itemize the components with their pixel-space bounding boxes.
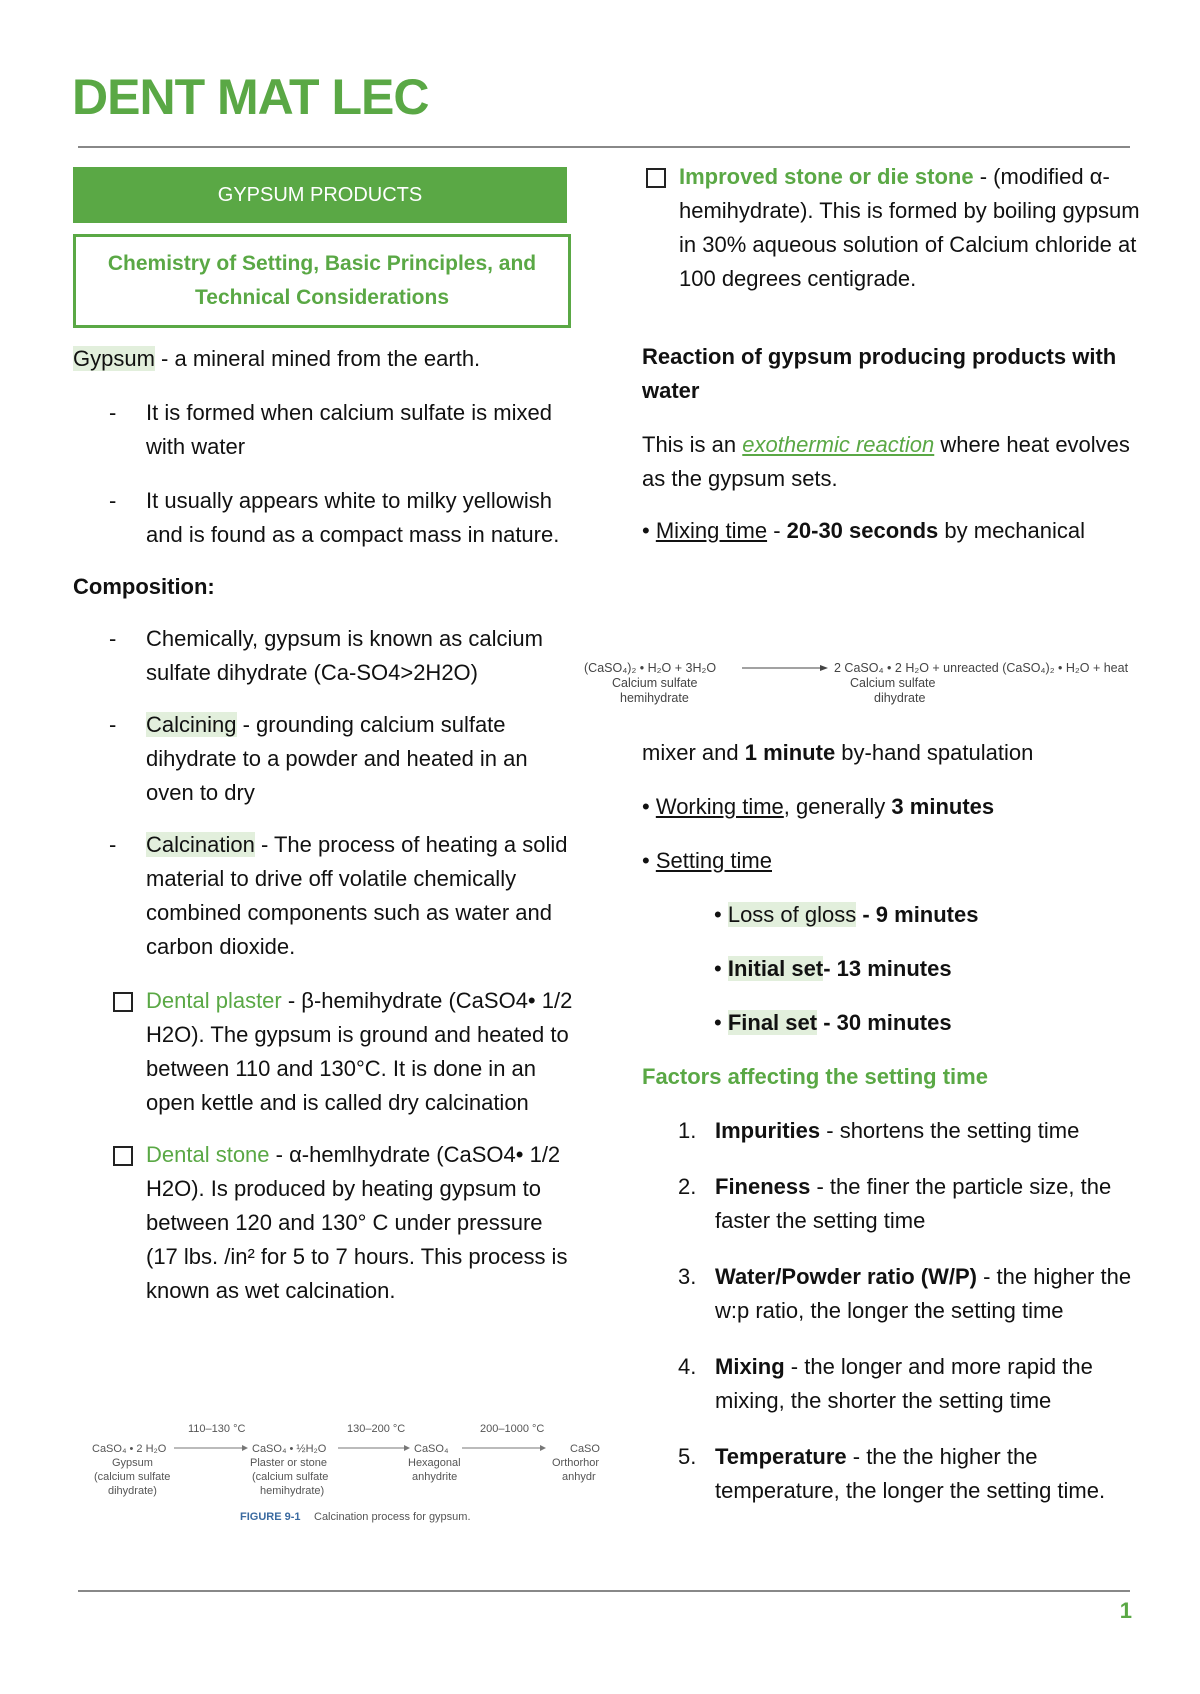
factor-text: - shortens the setting time xyxy=(820,1118,1080,1143)
figure-s2-sub1: (calcium sulfate xyxy=(252,1471,329,1483)
gypsum-def: - a mineral mined from the earth. xyxy=(154,346,481,371)
dental-plaster-def: - β-hemihydrate (CaSO4• 1/2 H2O). The gypsum is ground and heated to between 110 and 130°C. It is done in an open kettle and is called dry calcination xyxy=(146,988,573,1115)
factor-item xyxy=(642,1260,1142,1328)
mixing-mid: - xyxy=(767,518,787,543)
figure-s1-sub1: (calcium sulfate xyxy=(94,1471,171,1483)
calcining-def: - grounding calcium sulfate dihydrate to a powder and heated in an oven to dry xyxy=(146,712,528,805)
figure-temp-1: 110–130 °C xyxy=(188,1423,246,1435)
eq-rhs-sub1: Calcium sulfate xyxy=(850,676,936,690)
reaction-heading: Reaction of gypsum producing products with water xyxy=(642,344,1117,403)
calcination-term: Calcination xyxy=(146,832,255,857)
factor-text: - the finer the particle size, the faster the setting time xyxy=(715,1174,1112,1233)
checkbox-icon xyxy=(646,168,666,188)
exo-pre: This is an xyxy=(642,432,743,457)
mixing-cont-bold: 1 minute xyxy=(744,740,836,765)
figure-s4-name: Orthorhor xyxy=(552,1457,600,1469)
figure-temp-2: 130–200 °C xyxy=(347,1423,406,1435)
working-time-item: • Working time, generally 3 minutes xyxy=(642,794,995,819)
dental-plaster-term: Dental plaster xyxy=(146,988,282,1013)
calcination-def: - The process of heating a solid material to drive off volatile chemically combined components such as water and carbon dioxide. xyxy=(146,832,568,959)
eq-lhs: (CaSO₄)₂ • H₂O + 3H₂O xyxy=(584,661,717,675)
factor-number: 4. xyxy=(678,1354,697,1379)
mixing-post: by mechanical xyxy=(938,518,1086,543)
page-title: DENT MAT LEC xyxy=(72,69,429,125)
mixing-time-item: • Mixing time - 20-30 seconds by mechanical xyxy=(642,518,1086,543)
loss-of-gloss-value: - 9 minutes xyxy=(856,902,979,927)
checkbox-icon xyxy=(113,992,133,1012)
dental-stone-def: - α-hemlhydrate (CaSO4• 1/2 H2O). Is produced by heating gypsum to between 120 and 130° C under pressure (17 lbs. /in² for 5 to 7 hours. This process is known as wet calcination. xyxy=(146,1142,568,1303)
gypsum-term: Gypsum xyxy=(73,346,155,371)
improved-stone-item xyxy=(606,160,1142,296)
eq-lhs-sub1: Calcium sulfate xyxy=(612,676,698,690)
mixing-cont-pre: mixer and xyxy=(642,740,745,765)
factor-item xyxy=(642,1170,1142,1238)
dental-stone-item xyxy=(73,1138,573,1308)
exothermic-paragraph xyxy=(642,428,1142,496)
factor-term: Fineness xyxy=(715,1174,811,1199)
gypsum-definition xyxy=(73,342,573,376)
improved-stone-def: - (modified α-hemihydrate). This is formed by boiling gypsum in 30% aqueous solution of Calcium chloride at 100 degrees centigrade. xyxy=(679,164,1140,291)
working-bold: 3 minutes xyxy=(891,794,995,819)
factor-text: - the the higher the temperature, the longer the setting time. xyxy=(715,1444,1106,1503)
working-mid: , generally xyxy=(783,794,892,819)
calcining-term: Calcining xyxy=(146,712,237,737)
dash-item-2: - It usually appears white to milky yellowish and is found as a compact mass in nature. xyxy=(73,484,573,552)
arrow-head-icon xyxy=(820,665,828,671)
figure-s3-sub1: anhydrite xyxy=(412,1471,458,1483)
setting-time-item: • Setting time xyxy=(642,848,772,873)
factors-list xyxy=(642,1114,1142,1508)
factor-number: 5. xyxy=(678,1444,697,1469)
initial-set-value: - 13 minutes xyxy=(823,956,952,981)
eq-rhs: 2 CaSO₄ • 2 H₂O + unreacted (CaSO₄)₂ • H₂O + heat xyxy=(834,661,1129,675)
figure-s3-formula: CaSO₄ xyxy=(414,1443,449,1455)
exo-post: where heat evolves as the gypsum sets. xyxy=(642,432,1130,491)
factor-number: 3. xyxy=(678,1264,697,1289)
mixing-cont-post: by-hand spatulation xyxy=(835,740,1034,765)
factor-item xyxy=(642,1350,1142,1418)
subtitle-box xyxy=(73,234,571,328)
figure-s2-sub2: hemihydrate) xyxy=(260,1485,325,1497)
composition-item-1: - Chemically, gypsum is known as calcium sulfate dihydrate (Ca-SO4>2H2O) xyxy=(73,622,573,690)
final-set-label: Final set xyxy=(727,1010,818,1035)
figure-caption-label: FIGURE 9-1 xyxy=(240,1511,301,1523)
factor-term: Temperature xyxy=(715,1444,847,1469)
dash-item-1: - It is formed when calcium sulfate is mixed with water xyxy=(73,396,573,464)
loss-of-gloss-item: • Loss of gloss - 9 minutes xyxy=(714,902,979,927)
factors-heading: Factors affecting the setting time xyxy=(642,1064,988,1089)
section-banner: GYPSUM PRODUCTS xyxy=(73,167,567,223)
right-column xyxy=(642,160,1142,548)
subtitle-line-1: Chemistry of Setting, Basic Principles, and xyxy=(107,252,537,275)
mixing-continued xyxy=(642,736,1142,770)
figure-temp-3: 200–1000 °C xyxy=(480,1423,545,1435)
calcining-item xyxy=(73,708,573,810)
figure-s2-name: Plaster or stone xyxy=(250,1457,328,1469)
checkbox-icon xyxy=(113,1146,133,1166)
eq-rhs-sub2: dihydrate xyxy=(874,691,926,705)
factor-term: Mixing xyxy=(715,1354,785,1379)
factor-item xyxy=(642,1114,1142,1148)
subtitle-line-2: Technical Considerations xyxy=(195,286,449,309)
initial-set-item: • Initial set- 13 minutes xyxy=(714,956,952,981)
dental-plaster-item xyxy=(73,984,573,1120)
mixing-time-label: Mixing time xyxy=(655,518,768,543)
composition-heading: Composition: xyxy=(73,574,215,599)
arrow-head-icon xyxy=(540,1445,546,1451)
figure-s1-sub2: dihydrate) xyxy=(108,1485,157,1497)
setting-time-label: Setting time xyxy=(655,848,772,873)
factor-number: 1. xyxy=(678,1118,697,1143)
final-set-item: • Final set - 30 minutes xyxy=(714,1010,952,1035)
eq-lhs-sub2: hemihydrate xyxy=(620,691,689,705)
loss-of-gloss-label: Loss of gloss xyxy=(727,902,857,927)
working-time-label: Working time xyxy=(655,794,784,819)
figure-s1-formula: CaSO₄ • 2 H₂O xyxy=(92,1443,167,1455)
figure-s2-formula: CaSO₄ • ½H₂O xyxy=(252,1443,327,1455)
final-set-value: - 30 minutes xyxy=(817,1010,952,1035)
figure-caption-text: Calcination process for gypsum. xyxy=(314,1511,471,1523)
factor-number: 2. xyxy=(678,1174,697,1199)
mixing-bold: 20-30 seconds xyxy=(786,518,939,543)
bottom-divider xyxy=(78,1590,1130,1592)
page-number: 1 xyxy=(1119,1598,1132,1623)
arrow-head-icon xyxy=(242,1445,248,1451)
right-column-lower xyxy=(642,736,1142,1508)
top-divider xyxy=(78,146,1130,148)
factor-text: - the higher the w:p ratio, the longer the setting time xyxy=(715,1264,1132,1323)
arrow-head-icon xyxy=(404,1445,410,1451)
calcination-item xyxy=(73,828,573,964)
dental-stone-term: Dental stone xyxy=(146,1142,270,1167)
initial-set-label: Initial set xyxy=(727,956,824,981)
factor-term: Water/Powder ratio (W/P) xyxy=(715,1264,977,1289)
factor-term: Impurities xyxy=(715,1118,821,1143)
figure-s4-sub1: anhydr xyxy=(562,1471,596,1483)
factor-item xyxy=(642,1440,1142,1508)
figure-s4-formula: CaSO xyxy=(570,1443,600,1455)
figure-s1-name: Gypsum xyxy=(112,1457,153,1469)
figure-s3-name: Hexagonal xyxy=(408,1457,461,1469)
calcination-figure xyxy=(92,1420,612,1530)
factor-text: - the longer and more rapid the mixing, the shorter the setting time xyxy=(715,1354,1093,1413)
improved-stone-term: Improved stone or die stone xyxy=(679,164,974,189)
exothermic-reaction-link[interactable]: exothermic reaction xyxy=(742,432,935,457)
left-column xyxy=(73,167,573,1308)
reaction-equation xyxy=(584,655,1184,715)
